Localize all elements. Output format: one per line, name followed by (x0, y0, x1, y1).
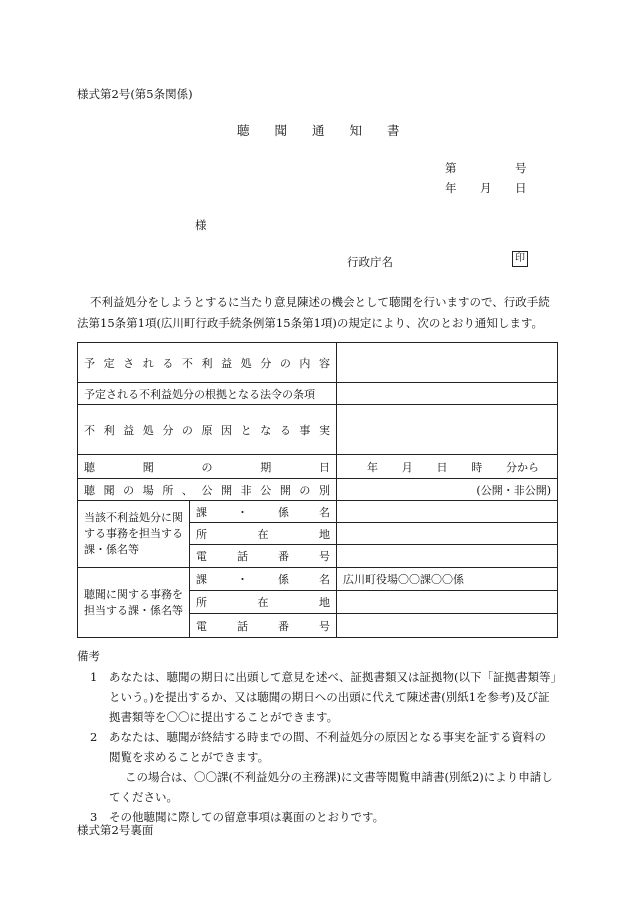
group1-label: 当該不利益処分に関する事務を担当する課・係名等 (78, 501, 190, 568)
table-row (78, 479, 558, 501)
addressee-suffix: 様 (195, 218, 207, 232)
label-place: 聴聞の場所、公開非公開の別 (78, 479, 337, 501)
group1-section-label: 課・係名 (190, 501, 337, 523)
group1-phone-value (337, 545, 558, 568)
seal-box: 印 (512, 251, 528, 267)
notes-section (77, 648, 557, 827)
table-row (78, 501, 558, 523)
group2-phone-label: 電話番号 (190, 614, 337, 638)
group2-phone-value (337, 614, 558, 638)
date-day: 日 (436, 460, 448, 474)
label-cause: 不利益処分の原因となる事実 (78, 405, 337, 455)
group2-section-label: 課・係名 (190, 568, 337, 591)
note-item (77, 767, 557, 807)
note-number: 3 (90, 810, 98, 824)
table-row (78, 343, 558, 383)
month-label: 月 (480, 181, 492, 195)
notice-table (77, 342, 558, 638)
group2-address-label: 所在地 (190, 591, 337, 614)
footer-form-back: 様式第2号裏面 (77, 823, 154, 837)
value-place: (公開・非公開) (337, 479, 558, 501)
date-hour: 時 (471, 460, 483, 474)
date-year: 年 (367, 460, 378, 474)
value-date (337, 455, 558, 479)
table-row (78, 405, 558, 455)
value-cause (337, 405, 558, 455)
table-row (78, 568, 558, 591)
label-date: 聴聞の期日 (78, 455, 337, 479)
day-label: 日 (515, 181, 527, 195)
date-minute: 分から (506, 460, 539, 474)
agency-label: 行政庁名 (347, 255, 393, 269)
label-basis: 予定される不利益処分の根拠となる法令の条項 (78, 383, 337, 405)
value-basis (337, 383, 558, 405)
table-row (78, 455, 558, 479)
notes-heading: 備考 (77, 649, 100, 663)
group2-address-value (337, 591, 558, 614)
note-text: この場合は、〇〇課(不利益処分の主務課)に文書等閲覧申請書(別紙2)により申請してください。 (109, 770, 553, 804)
group1-address-label: 所在地 (190, 523, 337, 545)
note-number: 1 (90, 670, 98, 684)
year-label: 年 (445, 181, 457, 195)
date-month: 月 (401, 460, 413, 474)
group1-address-value (337, 523, 558, 545)
note-item (77, 667, 557, 727)
note-number: 2 (90, 730, 98, 744)
note-text: あなたは、聴聞の期日に出頭して意見を述べ、証拠書類又は証拠物(以下「証拠書類等」という。)を提出するか、又は聴聞の期日への出頭に代えて陳述書(別紙1を参考)及び証拠書類等を〇〇に提出することができます。 (109, 670, 557, 724)
value-content (337, 343, 558, 383)
intro-text: 不利益処分をしようとするに当たり意見陳述の機会として聴聞を行いますので、行政手続法第15条第1項(広川町行政手続条例第15条第1項)の規定により、次のとおり通知します。 (77, 295, 550, 330)
table-row (78, 383, 558, 405)
note-text: その他聴聞に際しての留意事項は裏面のとおりです。 (109, 810, 385, 824)
group1-phone-label: 電話番号 (190, 545, 337, 568)
note-item (77, 727, 557, 767)
group1-section-value (337, 501, 558, 523)
number-suffix: 号 (515, 161, 527, 175)
label-content: 予定される不利益処分の内容 (78, 343, 337, 383)
group2-section-value: 広川町役場〇〇課〇〇係 (337, 568, 558, 591)
note-text: あなたは、聴聞が終結する時までの間、不利益処分の原因となる事実を証する資料の閲覧を求めることができます。 (109, 730, 546, 764)
form-number: 様式第2号(第5条関係) (77, 87, 193, 101)
document-title: 聴聞通知書 (237, 123, 425, 138)
group2-label: 聴聞に関する事務を担当する課・係名等 (78, 568, 190, 638)
number-label: 第 (445, 161, 457, 175)
